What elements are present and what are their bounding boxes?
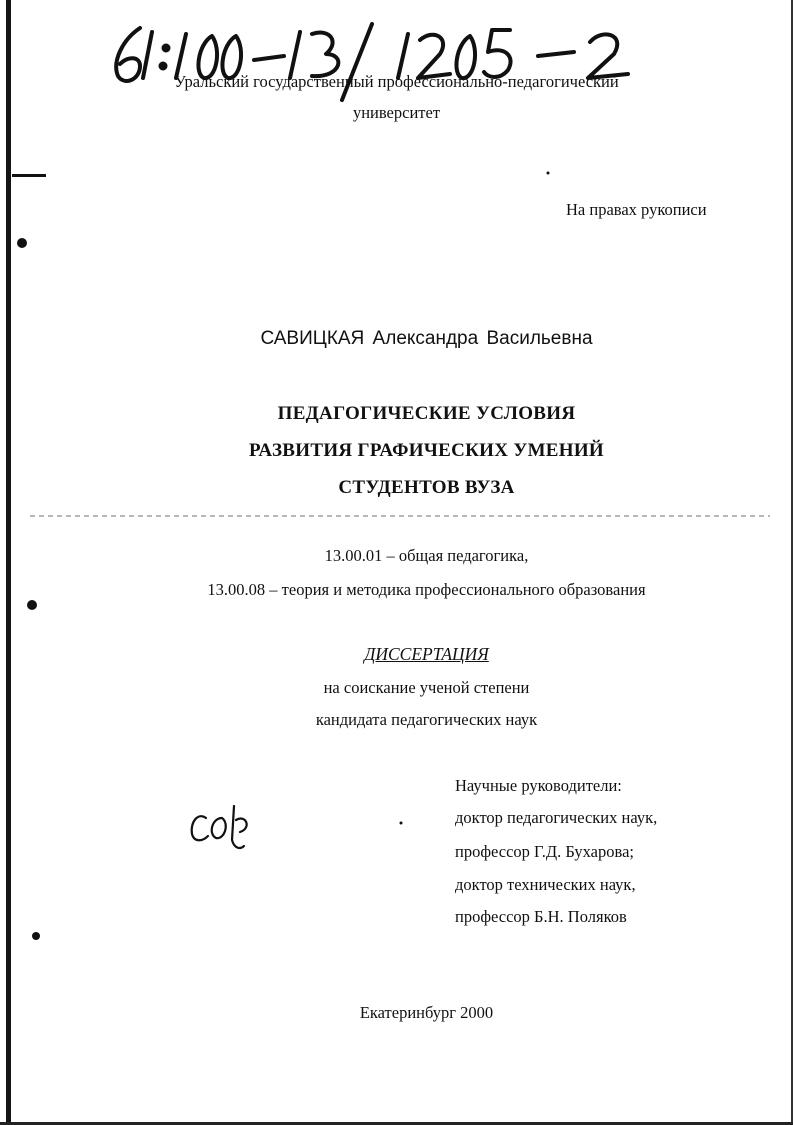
scan-noise-line (30, 515, 770, 517)
university-name-line2: университет (352, 103, 441, 122)
specialty-2: 13.00.08 – теория и методика профессионального образования (207, 580, 646, 599)
city-year: Екатеринбург 2000 (359, 1003, 494, 1022)
degree-line-1: на соискание ученой степени (323, 678, 530, 697)
degree-line-2: кандидата педагогических наук (315, 710, 538, 729)
supervisor-1-degree: доктор педагогических наук, (455, 808, 658, 827)
rights-notice: На правах рукописи (566, 200, 707, 219)
supervisor-2-name: профессор Б.Н. Поляков (455, 907, 627, 926)
university-name-line1: Уральский государственный профессионально-педагогический (174, 72, 619, 91)
title-line-1: ПЕДАГОГИЧЕСКИЕ УСЛОВИЯ (277, 403, 576, 424)
title-line-2: РАЗВИТИЯ ГРАФИЧЕСКИХ УМЕНИЙ (248, 440, 605, 461)
supervisors-heading: Научные руководители: (455, 776, 622, 795)
specialty-1: 13.00.01 – общая педагогика, (324, 546, 529, 565)
supervisor-2-degree: доктор технических наук, (455, 875, 636, 894)
author-name: САВИЦКАЯ Александра Васильевна (260, 328, 593, 349)
handwritten-initials (192, 806, 247, 848)
document-type: ДИССЕРТАЦИЯ (364, 644, 489, 664)
title-line-3: СТУДЕНТОВ ВУЗА (338, 477, 515, 498)
supervisor-1-name: профессор Г.Д. Бухарова; (455, 842, 634, 861)
